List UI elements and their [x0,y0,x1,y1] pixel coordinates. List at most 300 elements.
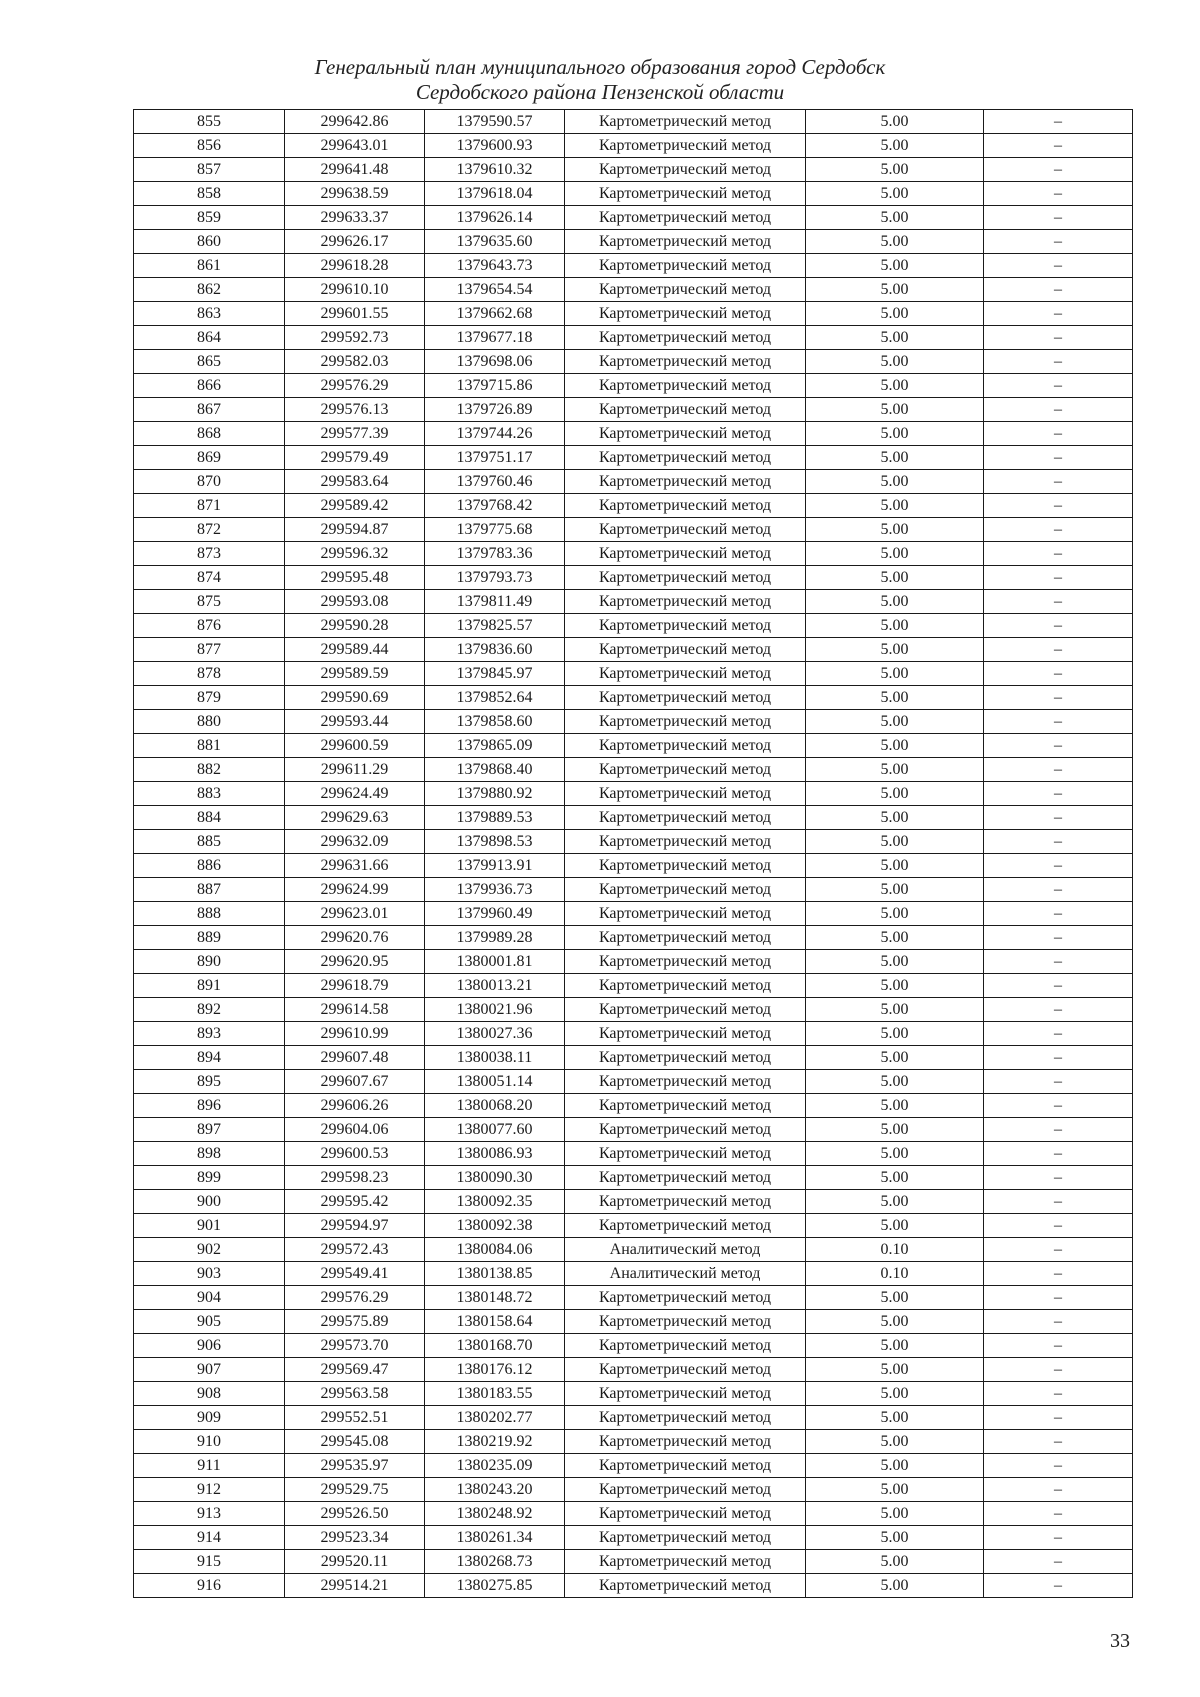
y-coordinate-cell: 1379662.68 [425,302,565,326]
point-number-cell: 905 [134,1310,285,1334]
point-number-cell: 916 [134,1574,285,1598]
point-number-cell: 876 [134,614,285,638]
note-cell: – [984,446,1133,470]
note-cell: – [984,566,1133,590]
y-coordinate-cell: 1380038.11 [425,1046,565,1070]
y-coordinate-cell: 1380013.21 [425,974,565,998]
accuracy-cell: 5.00 [806,1166,984,1190]
x-coordinate-cell: 299576.29 [285,1286,425,1310]
note-cell: – [984,854,1133,878]
accuracy-cell: 5.00 [806,1022,984,1046]
table-row [134,998,1133,1022]
y-coordinate-cell: 1380168.70 [425,1334,565,1358]
table-row [134,614,1133,638]
method-cell: Картометрический метод [565,374,806,398]
note-cell: – [984,830,1133,854]
x-coordinate-cell: 299601.55 [285,302,425,326]
x-coordinate-cell: 299629.63 [285,806,425,830]
table-body [134,110,1133,1598]
y-coordinate-cell: 1380219.92 [425,1430,565,1454]
method-cell: Картометрический метод [565,518,806,542]
point-number-cell: 892 [134,998,285,1022]
table-row [134,638,1133,662]
note-cell: – [984,1502,1133,1526]
table-row [134,710,1133,734]
accuracy-cell: 5.00 [806,1502,984,1526]
table-row [134,230,1133,254]
note-cell: – [984,1478,1133,1502]
point-number-cell: 896 [134,1094,285,1118]
method-cell: Картометрический метод [565,1286,806,1310]
x-coordinate-cell: 299582.03 [285,350,425,374]
y-coordinate-cell: 1379760.46 [425,470,565,494]
note-cell: – [984,686,1133,710]
note-cell: – [984,1262,1133,1286]
point-number-cell: 910 [134,1430,285,1454]
x-coordinate-cell: 299563.58 [285,1382,425,1406]
accuracy-cell: 5.00 [806,614,984,638]
method-cell: Картометрический метод [565,806,806,830]
note-cell: – [984,1430,1133,1454]
accuracy-cell: 5.00 [806,1190,984,1214]
point-number-cell: 907 [134,1358,285,1382]
y-coordinate-cell: 1380138.85 [425,1262,565,1286]
y-coordinate-cell: 1379989.28 [425,926,565,950]
accuracy-cell: 5.00 [806,734,984,758]
table-row [134,1070,1133,1094]
x-coordinate-cell: 299583.64 [285,470,425,494]
note-cell: – [984,398,1133,422]
point-number-cell: 890 [134,950,285,974]
table-row [134,974,1133,998]
accuracy-cell: 5.00 [806,1214,984,1238]
accuracy-cell: 5.00 [806,1382,984,1406]
point-number-cell: 885 [134,830,285,854]
note-cell: – [984,350,1133,374]
x-coordinate-cell: 299529.75 [285,1478,425,1502]
x-coordinate-cell: 299596.32 [285,542,425,566]
x-coordinate-cell: 299552.51 [285,1406,425,1430]
y-coordinate-cell: 1380148.72 [425,1286,565,1310]
table-row [134,1334,1133,1358]
note-cell: – [984,1022,1133,1046]
y-coordinate-cell: 1379677.18 [425,326,565,350]
method-cell: Картометрический метод [565,638,806,662]
point-number-cell: 869 [134,446,285,470]
point-number-cell: 880 [134,710,285,734]
point-number-cell: 891 [134,974,285,998]
table-row [134,1310,1133,1334]
y-coordinate-cell: 1380176.12 [425,1358,565,1382]
y-coordinate-cell: 1380261.34 [425,1526,565,1550]
point-number-cell: 887 [134,878,285,902]
x-coordinate-cell: 299514.21 [285,1574,425,1598]
method-cell: Картометрический метод [565,494,806,518]
method-cell: Картометрический метод [565,1310,806,1334]
x-coordinate-cell: 299643.01 [285,134,425,158]
method-cell: Картометрический метод [565,1478,806,1502]
note-cell: – [984,1454,1133,1478]
method-cell: Картометрический метод [565,1502,806,1526]
point-number-cell: 906 [134,1334,285,1358]
table-row [134,1358,1133,1382]
method-cell: Картометрический метод [565,1358,806,1382]
note-cell: – [984,1238,1133,1262]
x-coordinate-cell: 299576.29 [285,374,425,398]
x-coordinate-cell: 299592.73 [285,326,425,350]
table-row [134,926,1133,950]
table-row [134,1142,1133,1166]
y-coordinate-cell: 1379726.89 [425,398,565,422]
table-row [134,950,1133,974]
table-row [134,902,1133,926]
x-coordinate-cell: 299624.99 [285,878,425,902]
accuracy-cell: 5.00 [806,1430,984,1454]
method-cell: Картометрический метод [565,398,806,422]
note-cell: – [984,1214,1133,1238]
accuracy-cell: 5.00 [806,1286,984,1310]
x-coordinate-cell: 299620.76 [285,926,425,950]
method-cell: Картометрический метод [565,1430,806,1454]
accuracy-cell: 5.00 [806,686,984,710]
note-cell: – [984,614,1133,638]
table-row [134,422,1133,446]
y-coordinate-cell: 1379845.97 [425,662,565,686]
accuracy-cell: 5.00 [806,1334,984,1358]
accuracy-cell: 5.00 [806,1046,984,1070]
x-coordinate-cell: 299589.42 [285,494,425,518]
x-coordinate-cell: 299626.17 [285,230,425,254]
x-coordinate-cell: 299607.48 [285,1046,425,1070]
accuracy-cell: 5.00 [806,518,984,542]
x-coordinate-cell: 299573.70 [285,1334,425,1358]
table-row [134,1046,1133,1070]
note-cell: – [984,926,1133,950]
note-cell: – [984,1046,1133,1070]
method-cell: Картометрический метод [565,278,806,302]
point-number-cell: 884 [134,806,285,830]
accuracy-cell: 5.00 [806,830,984,854]
y-coordinate-cell: 1379775.68 [425,518,565,542]
point-number-cell: 865 [134,350,285,374]
point-number-cell: 856 [134,134,285,158]
y-coordinate-cell: 1380068.20 [425,1094,565,1118]
method-cell: Картометрический метод [565,782,806,806]
y-coordinate-cell: 1379654.54 [425,278,565,302]
accuracy-cell: 0.10 [806,1238,984,1262]
accuracy-cell: 5.00 [806,1358,984,1382]
note-cell: – [984,1094,1133,1118]
y-coordinate-cell: 1380202.77 [425,1406,565,1430]
y-coordinate-cell: 1380086.93 [425,1142,565,1166]
accuracy-cell: 5.00 [806,710,984,734]
y-coordinate-cell: 1380027.36 [425,1022,565,1046]
table-row [134,1262,1133,1286]
x-coordinate-cell: 299611.29 [285,758,425,782]
point-number-cell: 895 [134,1070,285,1094]
accuracy-cell: 5.00 [806,854,984,878]
y-coordinate-cell: 1380092.35 [425,1190,565,1214]
y-coordinate-cell: 1380001.81 [425,950,565,974]
accuracy-cell: 5.00 [806,1574,984,1598]
method-cell: Картометрический метод [565,542,806,566]
point-number-cell: 882 [134,758,285,782]
point-number-cell: 897 [134,1118,285,1142]
point-number-cell: 862 [134,278,285,302]
method-cell: Картометрический метод [565,1574,806,1598]
accuracy-cell: 5.00 [806,182,984,206]
table-row [134,542,1133,566]
x-coordinate-cell: 299620.95 [285,950,425,974]
x-coordinate-cell: 299607.67 [285,1070,425,1094]
accuracy-cell: 5.00 [806,542,984,566]
y-coordinate-cell: 1379852.64 [425,686,565,710]
method-cell: Картометрический метод [565,1166,806,1190]
x-coordinate-cell: 299579.49 [285,446,425,470]
accuracy-cell: 5.00 [806,902,984,926]
point-number-cell: 886 [134,854,285,878]
note-cell: – [984,1286,1133,1310]
method-cell: Картометрический метод [565,926,806,950]
method-cell: Картометрический метод [565,1382,806,1406]
table-row [134,326,1133,350]
method-cell: Картометрический метод [565,1190,806,1214]
point-number-cell: 911 [134,1454,285,1478]
note-cell: – [984,710,1133,734]
note-cell: – [984,806,1133,830]
accuracy-cell: 5.00 [806,134,984,158]
x-coordinate-cell: 299594.97 [285,1214,425,1238]
table-row [134,686,1133,710]
accuracy-cell: 5.00 [806,566,984,590]
y-coordinate-cell: 1380077.60 [425,1118,565,1142]
x-coordinate-cell: 299520.11 [285,1550,425,1574]
table-row [134,1550,1133,1574]
note-cell: – [984,734,1133,758]
y-coordinate-cell: 1380183.55 [425,1382,565,1406]
accuracy-cell: 5.00 [806,1478,984,1502]
point-number-cell: 888 [134,902,285,926]
accuracy-cell: 5.00 [806,1406,984,1430]
x-coordinate-cell: 299589.44 [285,638,425,662]
note-cell: – [984,1310,1133,1334]
point-number-cell: 873 [134,542,285,566]
note-cell: – [984,518,1133,542]
point-number-cell: 902 [134,1238,285,1262]
page-number: 33 [1110,1630,1130,1652]
table-row [134,566,1133,590]
accuracy-cell: 5.00 [806,1094,984,1118]
method-cell: Картометрический метод [565,830,806,854]
note-cell: – [984,902,1133,926]
method-cell: Картометрический метод [565,974,806,998]
accuracy-cell: 5.00 [806,662,984,686]
y-coordinate-cell: 1379836.60 [425,638,565,662]
y-coordinate-cell: 1380248.92 [425,1502,565,1526]
y-coordinate-cell: 1380092.38 [425,1214,565,1238]
method-cell: Картометрический метод [565,1118,806,1142]
x-coordinate-cell: 299576.13 [285,398,425,422]
note-cell: – [984,1550,1133,1574]
accuracy-cell: 5.00 [806,878,984,902]
table-row [134,758,1133,782]
point-number-cell: 889 [134,926,285,950]
note-cell: – [984,254,1133,278]
point-number-cell: 867 [134,398,285,422]
x-coordinate-cell: 299641.48 [285,158,425,182]
note-cell: – [984,326,1133,350]
y-coordinate-cell: 1379811.49 [425,590,565,614]
x-coordinate-cell: 299535.97 [285,1454,425,1478]
note-cell: – [984,494,1133,518]
accuracy-cell: 5.00 [806,206,984,230]
table-row [134,1430,1133,1454]
note-cell: – [984,422,1133,446]
table-row [134,350,1133,374]
method-cell: Картометрический метод [565,1334,806,1358]
method-cell: Картометрический метод [565,230,806,254]
x-coordinate-cell: 299642.86 [285,110,425,134]
accuracy-cell: 5.00 [806,422,984,446]
accuracy-cell: 5.00 [806,254,984,278]
method-cell: Картометрический метод [565,350,806,374]
method-cell: Картометрический метод [565,206,806,230]
accuracy-cell: 5.00 [806,398,984,422]
accuracy-cell: 5.00 [806,998,984,1022]
x-coordinate-cell: 299589.59 [285,662,425,686]
table-row [134,1286,1133,1310]
y-coordinate-cell: 1379610.32 [425,158,565,182]
note-cell: – [984,782,1133,806]
note-cell: – [984,998,1133,1022]
point-number-cell: 863 [134,302,285,326]
point-number-cell: 903 [134,1262,285,1286]
point-number-cell: 874 [134,566,285,590]
point-number-cell: 899 [134,1166,285,1190]
table-row [134,1118,1133,1142]
method-cell: Аналитический метод [565,1262,806,1286]
accuracy-cell: 5.00 [806,1550,984,1574]
point-number-cell: 912 [134,1478,285,1502]
accuracy-cell: 5.00 [806,1454,984,1478]
x-coordinate-cell: 299598.23 [285,1166,425,1190]
table-row [134,158,1133,182]
point-number-cell: 913 [134,1502,285,1526]
point-number-cell: 857 [134,158,285,182]
accuracy-cell: 5.00 [806,1310,984,1334]
page-header [0,55,1200,105]
x-coordinate-cell: 299595.42 [285,1190,425,1214]
point-number-cell: 904 [134,1286,285,1310]
method-cell: Картометрический метод [565,758,806,782]
accuracy-cell: 5.00 [806,446,984,470]
x-coordinate-cell: 299631.66 [285,854,425,878]
note-cell: – [984,1334,1133,1358]
y-coordinate-cell: 1379600.93 [425,134,565,158]
table-row [134,134,1133,158]
table-row [134,734,1133,758]
table-row [134,1502,1133,1526]
accuracy-cell: 5.00 [806,350,984,374]
accuracy-cell: 5.00 [806,326,984,350]
x-coordinate-cell: 299593.44 [285,710,425,734]
accuracy-cell: 0.10 [806,1262,984,1286]
table-row [134,806,1133,830]
y-coordinate-cell: 1379618.04 [425,182,565,206]
table-row [134,1574,1133,1598]
y-coordinate-cell: 1379936.73 [425,878,565,902]
method-cell: Картометрический метод [565,998,806,1022]
method-cell: Картометрический метод [565,662,806,686]
x-coordinate-cell: 299594.87 [285,518,425,542]
method-cell: Картометрический метод [565,470,806,494]
x-coordinate-cell: 299624.49 [285,782,425,806]
point-number-cell: 872 [134,518,285,542]
note-cell: – [984,1070,1133,1094]
table-row [134,590,1133,614]
method-cell: Картометрический метод [565,1022,806,1046]
table-row [134,470,1133,494]
accuracy-cell: 5.00 [806,230,984,254]
method-cell: Картометрический метод [565,158,806,182]
table-row [134,182,1133,206]
point-number-cell: 881 [134,734,285,758]
x-coordinate-cell: 299575.89 [285,1310,425,1334]
y-coordinate-cell: 1380158.64 [425,1310,565,1334]
y-coordinate-cell: 1379626.14 [425,206,565,230]
table-row [134,1382,1133,1406]
note-cell: – [984,1142,1133,1166]
point-number-cell: 868 [134,422,285,446]
table-row [134,1478,1133,1502]
note-cell: – [984,134,1133,158]
x-coordinate-cell: 299569.47 [285,1358,425,1382]
method-cell: Картометрический метод [565,422,806,446]
x-coordinate-cell: 299623.01 [285,902,425,926]
point-number-cell: 858 [134,182,285,206]
method-cell: Картометрический метод [565,134,806,158]
point-number-cell: 875 [134,590,285,614]
accuracy-cell: 5.00 [806,1118,984,1142]
x-coordinate-cell: 299549.41 [285,1262,425,1286]
note-cell: – [984,1166,1133,1190]
table-row [134,302,1133,326]
point-number-cell: 860 [134,230,285,254]
note-cell: – [984,662,1133,686]
table-row [134,1526,1133,1550]
note-cell: – [984,1406,1133,1430]
table-row [134,254,1133,278]
point-number-cell: 877 [134,638,285,662]
point-number-cell: 898 [134,1142,285,1166]
point-number-cell: 855 [134,110,285,134]
method-cell: Картометрический метод [565,1526,806,1550]
note-cell: – [984,206,1133,230]
point-number-cell: 861 [134,254,285,278]
note-cell: – [984,758,1133,782]
y-coordinate-cell: 1379751.17 [425,446,565,470]
table-row [134,830,1133,854]
y-coordinate-cell: 1379783.36 [425,542,565,566]
table-row [134,1238,1133,1262]
y-coordinate-cell: 1380021.96 [425,998,565,1022]
note-cell: – [984,1118,1133,1142]
note-cell: – [984,1526,1133,1550]
header-line-1: Генеральный план муниципального образования город Сердобск [314,55,886,79]
accuracy-cell: 5.00 [806,278,984,302]
y-coordinate-cell: 1380275.85 [425,1574,565,1598]
method-cell: Картометрический метод [565,1094,806,1118]
